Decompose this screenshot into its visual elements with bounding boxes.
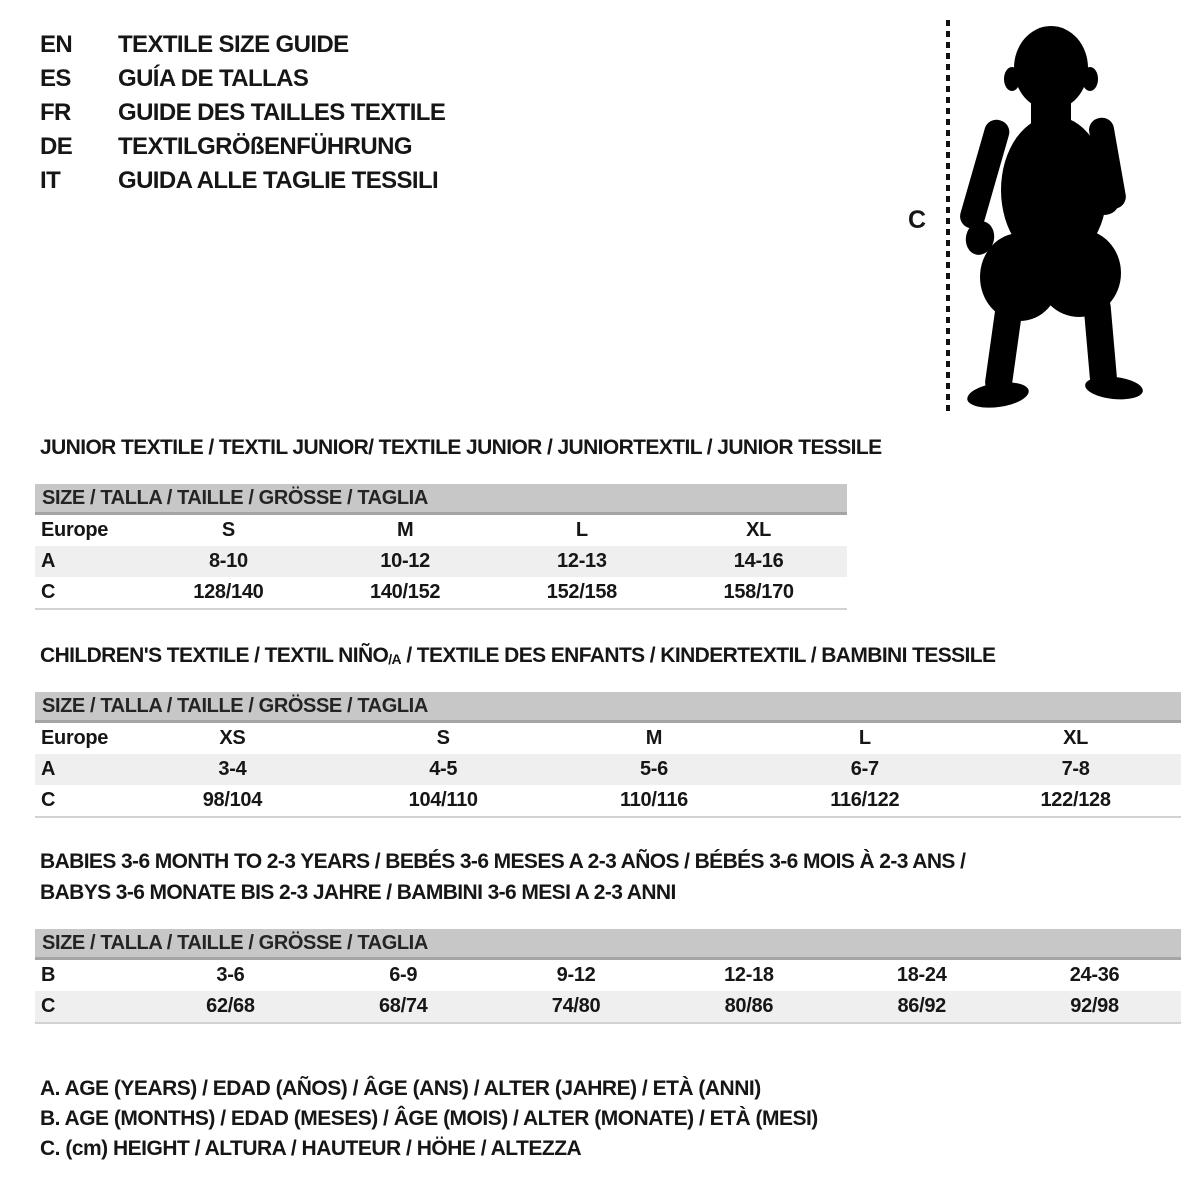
size-cell: S xyxy=(221,519,235,541)
table-row-europe xyxy=(35,723,1181,754)
height-cell: 122/128 xyxy=(1040,789,1111,811)
table-row-months xyxy=(35,960,1181,991)
months-cell: 18-24 xyxy=(896,964,947,986)
size-cell: L xyxy=(858,727,871,749)
legend-line-c: C. (cm) HEIGHT / ALTURA / HAUTEUR / HÖHE / ALTEZZA xyxy=(40,1137,582,1160)
lang-code: DE xyxy=(40,133,73,160)
table-header-bar: SIZE / TALLA / TAILLE / GRÖSSE / TAGLIA xyxy=(35,692,1181,723)
table-row-height xyxy=(35,785,1181,816)
height-cell: 158/170 xyxy=(723,581,794,603)
lang-title: GUÍA DE TALLAS xyxy=(118,65,309,92)
table-row-europe xyxy=(35,515,847,546)
height-cell: 116/122 xyxy=(830,789,900,811)
lang-row xyxy=(40,130,445,164)
row-label: Europe xyxy=(41,519,109,541)
lang-code: ES xyxy=(40,65,71,92)
section-junior-title: JUNIOR TEXTILE / TEXTIL JUNIOR/ TEXTILE JUNIOR / JUNIORTEXTIL / JUNIOR TESSILE xyxy=(40,436,882,459)
lang-title: TEXTILE SIZE GUIDE xyxy=(118,31,349,58)
size-cell: S xyxy=(436,727,450,749)
age-cell: 5-6 xyxy=(639,758,668,780)
months-cell: 12-18 xyxy=(724,964,774,986)
height-cell: 62/68 xyxy=(206,995,255,1017)
table-row-height xyxy=(35,577,847,608)
height-cell: 110/116 xyxy=(619,789,688,811)
height-cell: 152/158 xyxy=(546,581,617,603)
row-label: A xyxy=(41,758,56,780)
row-label: C xyxy=(41,581,56,603)
age-cell: 3-4 xyxy=(218,758,247,780)
children-title-sub: /A xyxy=(388,651,402,667)
row-label: B xyxy=(41,964,56,986)
height-cell: 86/92 xyxy=(897,995,946,1017)
age-cell: 8-10 xyxy=(208,550,248,572)
height-cell: 92/98 xyxy=(1070,995,1119,1017)
months-cell: 24-36 xyxy=(1069,964,1120,986)
size-cell: XL xyxy=(1063,727,1089,749)
months-cell: 3-6 xyxy=(216,964,245,986)
size-cell: L xyxy=(575,519,588,541)
size-table-children xyxy=(35,692,1181,818)
size-cell: XS xyxy=(219,727,246,749)
toddler-silhouette-icon xyxy=(958,22,1148,416)
table-row-age xyxy=(35,546,847,577)
age-cell: 14-16 xyxy=(733,550,784,572)
babies-title-line1: BABIES 3-6 MONTH TO 2-3 YEARS / BEBÉS 3-6 MESES A 2-3 AÑOS / BÉBÉS 3-6 MOIS À 2-3 ANS / xyxy=(40,850,966,873)
age-cell: 6-7 xyxy=(850,758,879,780)
row-label: C xyxy=(41,789,56,811)
height-cell: 140/152 xyxy=(370,581,441,603)
height-cell: 74/80 xyxy=(551,995,601,1017)
lang-row xyxy=(40,62,445,96)
height-cell: 128/140 xyxy=(193,581,264,603)
months-cell: 9-12 xyxy=(556,964,596,986)
legend-line-b: B. AGE (MONTHS) / EDAD (MESES) / ÂGE (MOIS) / ALTER (MONATE) / ETÀ (MESI) xyxy=(40,1107,818,1130)
age-cell: 7-8 xyxy=(1061,758,1090,780)
size-cell: XL xyxy=(746,519,772,541)
section-children-title xyxy=(40,644,995,668)
table-header-bar: SIZE / TALLA / TAILLE / GRÖSSE / TAGLIA xyxy=(35,484,847,515)
size-table-babies xyxy=(35,929,1181,1024)
height-measure-label: C xyxy=(908,206,927,234)
age-cell: 4-5 xyxy=(429,758,458,780)
language-title-block xyxy=(40,28,445,198)
lang-code: IT xyxy=(40,167,61,194)
age-cell: 10-12 xyxy=(380,550,430,572)
table-header-bar: SIZE / TALLA / TAILLE / GRÖSSE / TAGLIA xyxy=(35,929,1181,960)
lang-row xyxy=(40,28,445,62)
row-label: Europe xyxy=(41,727,109,749)
height-cell: 80/86 xyxy=(724,995,774,1017)
height-cell: 104/110 xyxy=(408,789,478,811)
legend-line-a: A. AGE (YEARS) / EDAD (AÑOS) / ÂGE (ANS) / ALTER (JAHRE) / ETÀ (ANNI) xyxy=(40,1077,761,1100)
lang-title: GUIDA ALLE TAGLIE TESSILI xyxy=(118,167,439,194)
lang-code: FR xyxy=(40,99,71,126)
lang-title: GUIDE DES TAILLES TEXTILE xyxy=(118,99,446,126)
lang-row xyxy=(40,96,445,130)
row-label: C xyxy=(41,995,56,1017)
height-measure-dashed-line xyxy=(946,20,950,416)
size-table-junior xyxy=(35,484,847,610)
babies-title-line2: BABYS 3-6 MONATE BIS 2-3 JAHRE / BAMBINI 3-6 MESI A 2-3 ANNI xyxy=(40,881,676,904)
height-cell: 98/104 xyxy=(202,789,263,811)
age-cell: 12-13 xyxy=(557,550,607,572)
children-title-post: / TEXTILE DES ENFANTS / KINDERTEXTIL / BAMBINI TESSILE xyxy=(401,644,996,667)
lang-row xyxy=(40,164,445,198)
children-title-pre: CHILDREN'S TEXTILE / TEXTIL NIÑO xyxy=(40,644,389,667)
height-cell: 68/74 xyxy=(378,995,428,1017)
lang-code: EN xyxy=(40,31,73,58)
section-babies-title xyxy=(40,846,965,908)
table-row-height xyxy=(35,991,1181,1022)
months-cell: 6-9 xyxy=(389,964,418,986)
size-cell: M xyxy=(645,727,663,749)
legend-block xyxy=(40,1074,818,1164)
table-row-age xyxy=(35,754,1181,785)
row-label: A xyxy=(41,550,56,572)
size-cell: M xyxy=(396,519,414,541)
lang-title: TEXTILGRÖßENFÜHRUNG xyxy=(118,133,412,160)
